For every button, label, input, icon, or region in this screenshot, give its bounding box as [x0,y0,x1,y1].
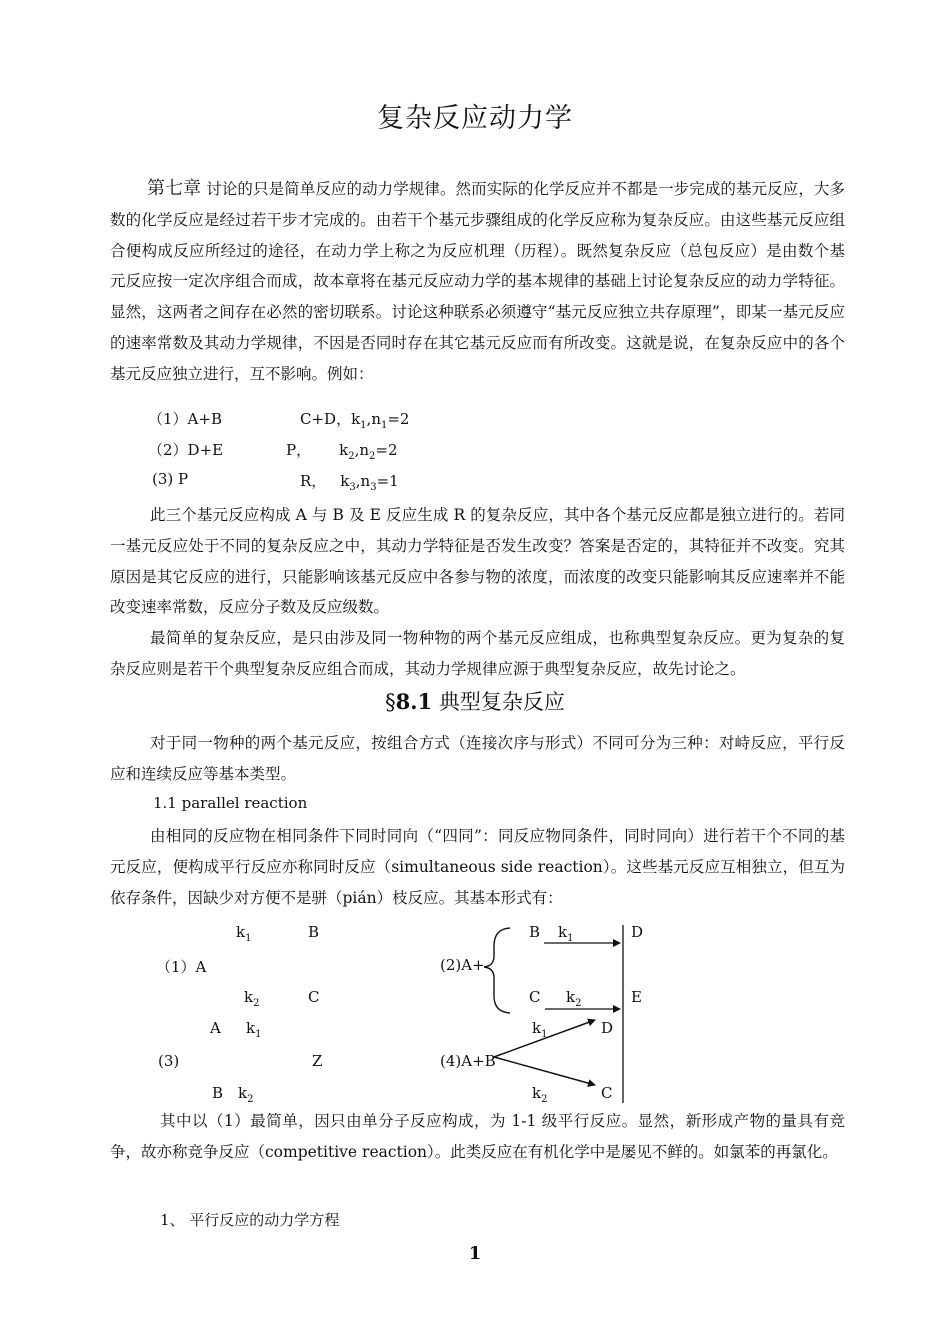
f4-label: (4)A+B [440,1052,496,1070]
f1-product-c: C [308,988,320,1006]
f3-k2: $k_2$ [238,1084,254,1105]
f1-product-b: B [308,923,320,941]
f2-k1: $k_1$ [558,923,574,944]
f3-label: (3) [158,1052,180,1070]
reaction-3-products: R， $k_3,n_3=1$ [300,472,399,493]
page-number: 1 [468,1243,482,1264]
reaction-3-reactants: (3) P [152,470,189,488]
reaction-2-products: P， $k_2,n_2=2$ [286,441,398,462]
reaction-1-reactants: （1）A+B [148,410,222,428]
f4-product-d: D [601,1019,614,1037]
paragraph-3: 最简单的复杂反应，是只由涉及同一物种物的两个基元反应组成，也称典型复杂反应。更为复杂的复杂反应则是若干个典型复杂反应组合而成，其动力学规律应源于典型复杂反应，故先讨论之。 [110,629,845,678]
f4-k2: $k_2$ [532,1084,548,1105]
f4-product-c: C [601,1084,613,1102]
f3-k1: $k_1$ [246,1019,262,1040]
paragraph-2: 此三个基元反应构成 A 与 B 及 E 反应生成 R 的复杂反应，其中各个基元反应都是独立进行的。若同一基元反应处于不同的复杂反应之中，其动力学特征是否发生改变？答案是否定的，其特征并不改变。究其原因是其它反应的进行，只能影响该基元反应中各参与物的浓度，而浓度的改变只能影响其反应速率并不能改变速率常数，反应分子数及反应级数。 [110,506,845,617]
f4-k1: $k_1$ [532,1019,548,1040]
sub-heading: 1.1 parallel reaction [153,794,308,812]
f3-reactant-a: A [210,1019,221,1037]
paragraph-5: 由相同的反应物在相同条件下同时同向（“四同”：同反应物同条件，同时同向）进行若干个不同的基元反应，便构成平行反应亦称同时反应（simultaneous side reaction）。这些基元反应互相独立，但互为依存条件，因缺少对方便不是骈（pián）枝反应。其基本形式有： [110,827,845,907]
arrow-ab-to-c [494,1057,595,1085]
f1-k1: $k_1$ [236,923,252,944]
intro-text: 讨论的只是简单反应的动力学规律。然而实际的化学反应并不都是一步完成的基元反应，大多数的化学反应是经过若干步才完成的。由若干个基元步骤组成的化学反应称为复杂反应。由这些基元反应组合便构成反应所经过的途径，在动力学上称之为反应机理（历程）。既然复杂反应（总包反应）是由数个基元反应按一定次序组合而成，故本章将在基元反应动力学的基本规律的基础上讨论复杂反应的动力学特征。显然，这两者之间存在必然的密切联系。讨论这种联系必须遵守“基元反应独立共存原理”，即某一基元反应的速率常数及其动力学规律，不因是否同时存在其它基元反应而有所改变。这就是说，在复杂反应中的各个基元反应独立进行，互不影响。例如： [110,180,845,383]
f1-k2: $k_2$ [244,988,260,1009]
page-title: 复杂反应动力学 [377,103,573,134]
f2-reactant-c: C [529,988,541,1006]
f2-product-d: D [631,923,644,941]
f2-k2: $k_2$ [566,988,582,1009]
f2-reactant-b: B [529,923,541,941]
f2-product-e: E [631,988,642,1006]
f3-product-z: Z [312,1052,323,1070]
f3-reactant-b: B [212,1084,224,1102]
section-heading: §8.1 典型复杂反应 [385,689,565,714]
f2-label: (2)A+ [440,956,485,974]
paragraph-4: 对于同一物种的两个基元反应，按组合方式（连接次序与形式）不同可分为三种：对峙反应，平行反应和连续反应等基本类型。 [110,734,845,783]
brace-shape [484,928,510,1013]
f1-label: （1）A [156,958,207,976]
chapter-lead: 第七章 [147,178,202,199]
heading-2: 1、 平行反应的动力学方程 [160,1211,340,1229]
paragraph-6: 其中以（1）最简单，因只由单分子反应构成，为 1-1 级平行反应。显然，新形成产物的量具有竞争，故亦称竞争反应（competitive reaction）。此类反应在有机化学中是屡见不鲜的。如氯苯的再氯化。 [110,1112,845,1161]
reaction-1-products: C+D，$k_1,n_1=2$ [300,410,410,431]
reaction-2-reactants: （2）D+E [148,441,224,459]
